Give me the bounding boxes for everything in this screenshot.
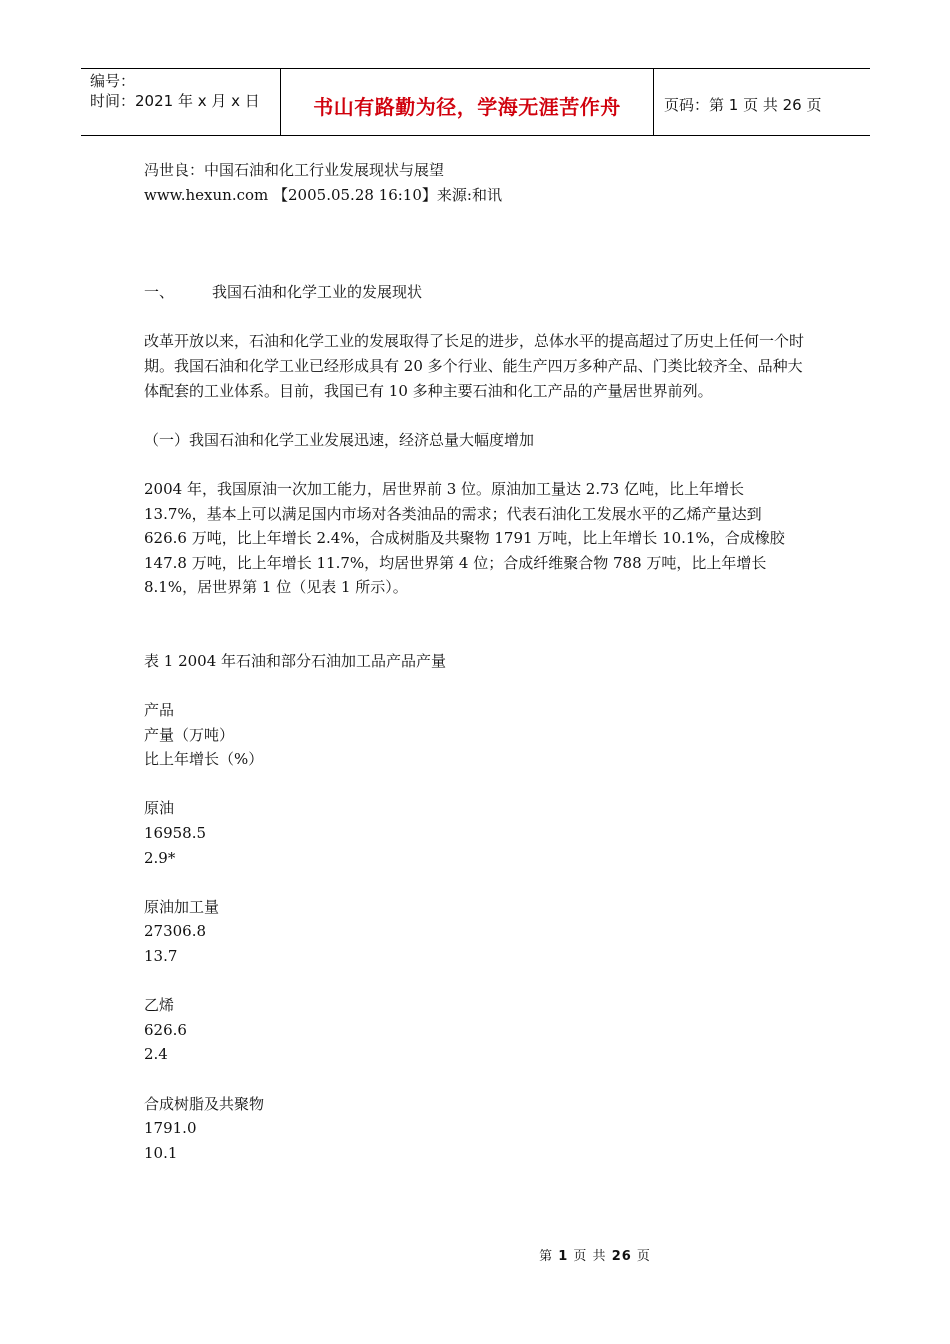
footer-mid: 页 共 — [573, 1249, 607, 1264]
cell-growth: 13.7 — [144, 947, 178, 966]
cell-product: 原油加工量 — [144, 897, 220, 916]
table-row — [144, 796, 808, 870]
cell-output: 626.6 — [144, 1020, 187, 1039]
table-row — [144, 993, 808, 1067]
table-caption: 表 1 2004 年石油和部分石油加工品产品产量 — [144, 651, 447, 670]
table-1 — [144, 698, 808, 1165]
footer-pre: 第 — [539, 1249, 554, 1264]
header-meta — [81, 69, 281, 135]
header-cell-product: 产品 — [144, 701, 175, 720]
document-body — [144, 158, 808, 1190]
paragraph-1: 改革开放以来，石油和化学工业的发展取得了长足的进步，总体水平的提高超过了历史上任何一个时期。我国石油和化学工业已经形成具有 20 多个行业、能生产四万多种产品、门类比较齐全、品种大体配套的工业体系。目前，我国已有 10 多种主要石油和化工产品的产量居世界前列。 — [144, 332, 805, 400]
cell-growth: 2.9* — [144, 848, 176, 867]
footer-total-pages: 26 — [611, 1249, 632, 1264]
footer-post: 页 — [636, 1249, 651, 1264]
cell-product: 原油 — [144, 799, 175, 818]
page-header — [81, 68, 870, 136]
page-footer — [0, 1245, 950, 1264]
header-cell-output: 产量（万吨） — [144, 725, 235, 744]
footer-page-number: 1 — [558, 1249, 569, 1264]
table-row — [144, 1092, 808, 1166]
number-label: 编号： — [90, 72, 136, 90]
time-label: 时间：2021 年 x 月 x 日 — [90, 92, 260, 110]
cell-growth: 10.1 — [144, 1143, 178, 1162]
subheading-1: （一）我国石油和化学工业发展迅速，经济总量大幅度增加 — [144, 430, 535, 449]
cell-output: 27306.8 — [144, 922, 207, 941]
section-title: 我国石油和化学工业的发展现状 — [212, 283, 423, 302]
article-title: 冯世良：中国石油和化工行业发展现状与展望 — [144, 161, 445, 179]
cell-product: 乙烯 — [144, 996, 175, 1015]
cell-output: 16958.5 — [144, 824, 207, 843]
paragraph-2: 2004 年，我国原油一次加工能力，居世界前 3 位。原油加工量达 2.73 亿吨，比上年增长 13.7%，基本上可以满足国内市场对各类油品的需求；代表石油化工发展水平的乙烯产量达到 626.6 万吨，比上年增长 2.4%，合成树脂及共聚物 1791 万吨，比上年增长 10.1%，合成橡胶 147.8 万吨，比上年增长 11.7%，均居世界第 4 位；合成纤维聚合物 788 万吨，比上年增长 8.1%，居世界第 1 位（见表 1 所示）。 — [144, 479, 785, 597]
cell-product: 合成树脂及共聚物 — [144, 1094, 265, 1113]
cell-growth: 2.4 — [144, 1045, 168, 1064]
header-cell-growth: 比上年增长（%） — [144, 750, 264, 769]
section-heading — [144, 280, 808, 305]
table-header-row — [144, 698, 808, 772]
table-row — [144, 895, 808, 969]
section-number: 一、 — [144, 283, 175, 302]
cell-output: 1791.0 — [144, 1119, 197, 1138]
header-page-info: 页码：第 1 页 共 26 页 — [664, 95, 822, 114]
header-motto: 书山有路勤为径，学海无涯苦作舟 — [281, 69, 654, 135]
article-source: www.hexun.com 【2005.05.28 16:10】来源:和讯 — [144, 185, 502, 204]
